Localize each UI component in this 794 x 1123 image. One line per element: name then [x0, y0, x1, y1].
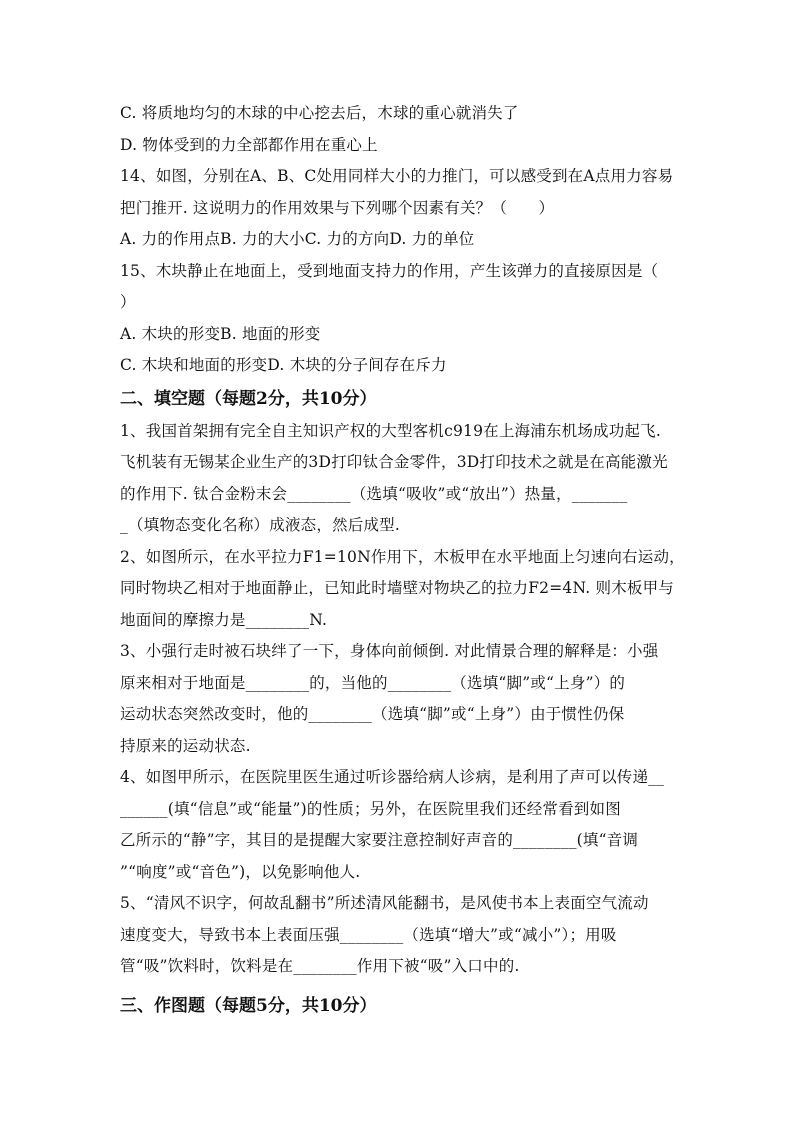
question-15-stem-cont: ） — [120, 293, 136, 311]
fill-question-2: 2、如图所示，在水平拉力F1=10N作用下，木板甲在水平地面上匀速向右运动， — [120, 547, 685, 566]
question-15-options-cd: C. 木块和地面的形变D. 木块的分子间存在斥力 — [120, 356, 447, 374]
fill-question-4-cont: ______(填“信息”或“能量”)的性质；另外，在医院里我们还经常看到如图 — [120, 799, 621, 818]
fill-question-5: 5、“清风不识字，何故乱翻书”所述清风能翻书，是风使书本上表面空气流动 — [120, 894, 649, 912]
fill-question-4-cont: ”“响度”或“音色”)，以免影响他人. — [120, 862, 361, 881]
fill-question-1-cont: 的作用下. 钛合金粉末会________（选填“吸收”或“放出”）热量，_______ — [120, 484, 628, 503]
question-14-options: A. 力的作用点B. 力的大小C. 力的方向D. 力的单位 — [120, 230, 475, 248]
document-page — [120, 98, 685, 1023]
option-13c: C. 将质地均匀的木球的中心挖去后，木球的重心就消失了 — [120, 104, 519, 122]
fill-question-2-cont: 同时物块乙相对于地面静止，已知此时墙壁对物块乙的拉力F2=4N. 则木板甲与 — [120, 579, 674, 597]
question-15-options-ab: A. 木块的形变B. 地面的形变 — [120, 324, 321, 343]
fill-question-1-cont: _（填物态变化名称）成液态，然后成型. — [120, 516, 400, 534]
question-14-stem-cont: 把门推开. 这说明力的作用效果与下列哪个因素有关？（ ） — [120, 198, 555, 217]
fill-question-4: 4、如图甲所示，在医院里医生通过听诊器给病人诊病，是利用了声可以传递__ — [120, 768, 665, 786]
fill-question-5-cont: 速度变大，导致书本上表面压强________（选填“增大”或“减小”）；用吸 — [120, 925, 617, 944]
section-2-heading: 二、填空题（每题2分，共10分） — [120, 388, 377, 409]
fill-question-1-cont: 飞机装有无锡某企业生产的3D打印钛合金零件，3D打印技术之就是在高能激光 — [120, 453, 668, 471]
question-14-stem: 14、如图，分别在A、B、C处用同样大小的力推门，可以感受到在A点用力容易 — [120, 167, 674, 185]
section-3-heading: 三、作图题（每题5分，共10分） — [120, 995, 377, 1016]
fill-question-4-cont: 乙所示的“静”字，其目的是提醒大家要注意控制好声音的________(填“音调 — [120, 831, 639, 849]
fill-question-3-cont: 运动状态突然改变时，他的________（选填“脚”或“上身”）由于惯性仍保 — [120, 705, 625, 723]
fill-question-1: 1、我国首架拥有完全自主知识产权的大型客机c919在上海浦东机场成功起飞. — [120, 421, 661, 440]
fill-question-3-cont: 原来相对于地面是________的，当他的________（选填“脚”或“上身”）的 — [120, 673, 626, 692]
fill-question-5-cont: 管“吸”饮料时，饮料是在________作用下被“吸”入口中的. — [120, 957, 520, 975]
fill-question-2-cont: 地面间的摩擦力是________N. — [120, 610, 328, 629]
question-15-stem: 15、木块静止在地面上，受到地面支持力的作用，产生该弹力的直接原因是（ — [120, 261, 659, 280]
option-13d: D. 物体受到的力全部都作用在重心上 — [120, 135, 378, 154]
fill-question-3-cont: 持原来的运动状态. — [120, 736, 251, 755]
fill-question-3: 3、小强行走时被石块绊了一下，身体向前倾倒. 对此情景合理的解释是：小强 — [120, 642, 659, 660]
